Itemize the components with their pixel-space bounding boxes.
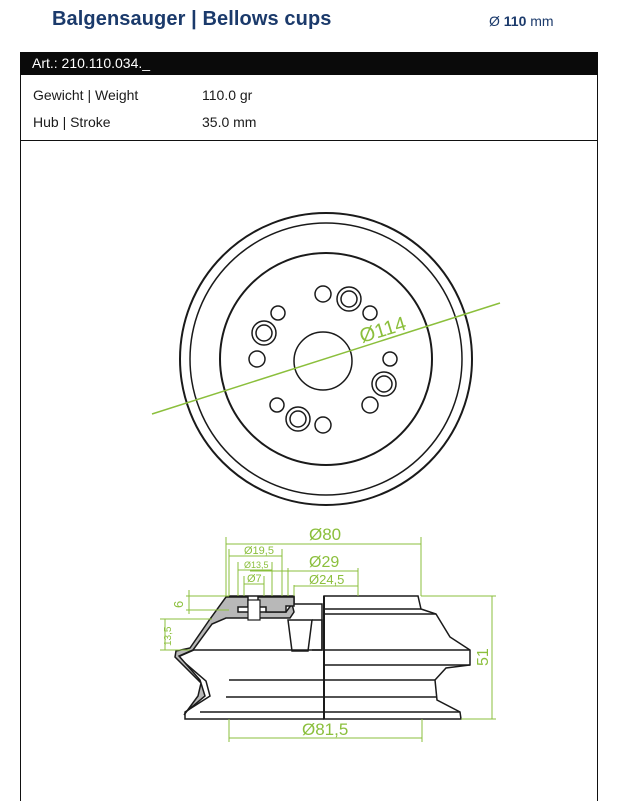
hole-ringed-inner xyxy=(256,325,272,341)
hole-small xyxy=(270,398,284,412)
hole-small xyxy=(315,417,331,433)
diameter-symbol: Ø xyxy=(489,13,500,29)
hole-small xyxy=(315,286,331,302)
d80-label: Ø80 xyxy=(309,525,342,544)
spec-key: Hub | Stroke xyxy=(33,114,111,130)
spec-value: 35.0 mm xyxy=(202,114,257,130)
hole-ringed-inner xyxy=(341,291,357,307)
d13-5-label: Ø13,5 xyxy=(244,560,269,570)
insert-cone xyxy=(288,620,312,651)
hole-small xyxy=(363,306,377,320)
article-number: Art.: 210.110.034._ xyxy=(32,55,151,71)
top-diameter-dimension-line xyxy=(152,303,500,414)
bore-insert xyxy=(248,600,260,620)
h13-5-label: 13,5 xyxy=(163,626,174,646)
spec-value: 110.0 gr xyxy=(202,87,253,103)
spec-key: Gewicht | Weight xyxy=(33,87,139,103)
diameter-unit: mm xyxy=(530,13,554,29)
hole-small xyxy=(362,397,378,413)
h51-label: 51 xyxy=(475,648,492,666)
d7-label: Ø7 xyxy=(247,573,262,585)
diameter-value: 110 xyxy=(503,13,527,29)
h6-label: 6 xyxy=(171,600,186,608)
center-bore-circle xyxy=(294,332,352,390)
top-diameter-label: Ø114 xyxy=(357,312,409,348)
d19-5-label: Ø19,5 xyxy=(244,545,274,557)
hole-small xyxy=(271,306,285,320)
hole-ringed-inner xyxy=(290,411,306,427)
d81-5-label: Ø81,5 xyxy=(302,720,349,739)
d24-5-label: Ø24,5 xyxy=(309,572,345,587)
hole-small xyxy=(383,352,397,366)
d29-label: Ø29 xyxy=(309,554,340,571)
hole-small xyxy=(249,351,265,367)
hole-ringed-inner xyxy=(376,376,392,392)
insert-cone-right xyxy=(312,620,322,650)
page-title: Balgensauger | Bellows cups xyxy=(52,8,332,30)
